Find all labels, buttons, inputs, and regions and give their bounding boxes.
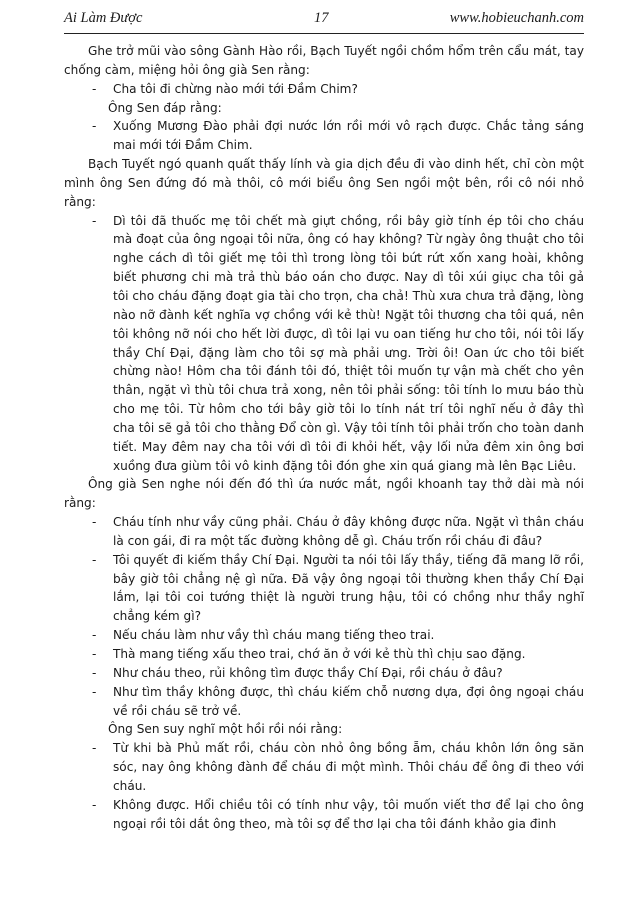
dialogue-text: Từ khi bà Phủ mất rồi, cháu còn nhỏ ông bồng ẵm, cháu khôn lớn ông săn sóc, nay ông không đành để cháu đi một mình. Thôi cháu để ông đi theo với cháu.	[113, 741, 584, 793]
page-header	[64, 10, 584, 32]
dialogue-item	[64, 80, 584, 99]
narrative-paragraph: Ông già Sen nghe nói đến đó thì ứa nước mắt, ngồi khoanh tay thở dài mà nói rằng:	[64, 477, 584, 511]
dialogue-dash: -	[92, 515, 97, 530]
header-website: www.hobieuchanh.com	[449, 10, 584, 26]
dialogue-text: Không được. Hổi chiều tôi có tính như vậy, tôi muốn viết thơ để lại cho ông ngoại rồi tôi dắt ông theo, mà tôi sợ để thơ lại cha tôi đánh khảo gia đinh	[113, 797, 584, 831]
dialogue-item	[64, 117, 584, 155]
header-book-title: Ai Làm Được	[64, 10, 143, 26]
dialogue-item	[64, 212, 584, 476]
header-page-number: 17	[314, 10, 329, 26]
dialogue-text: Xuống Mương Đào phải đợi nước lớn rồi mới vô rạch được. Chắc tảng sáng mai mới tới Đầm Chim.	[113, 119, 584, 153]
dialogue-dash: -	[92, 81, 97, 96]
dialogue-text: Cháu tính như vầy cũng phải. Cháu ở đây không được nữa. Ngặt vì thân cháu là con gái, đi ra một tấc đường không dễ gì. Cháu trốn rồi cháu đi đâu?	[113, 515, 584, 548]
dialogue-dash: -	[92, 552, 97, 567]
dialogue-item	[64, 626, 584, 645]
dialogue-text: Như tìm thầy không được, thì cháu kiếm chỗ nương dựa, đợi ông ngoại cháu về rồi cháu sẽ trở về.	[113, 684, 584, 718]
dialogue-dash: -	[92, 665, 97, 680]
dialogue-dash: -	[92, 213, 97, 228]
dialogue-dash: -	[92, 684, 97, 699]
dialogue-text: Cha tôi đi chừng nào mới tới Đầm Chim?	[113, 81, 358, 96]
dialogue-text: Như cháu theo, rủi không tìm được thầy Chí Đại, rồi cháu ở đâu?	[113, 665, 503, 680]
dialogue-dash: -	[92, 628, 97, 643]
dialogue-item	[64, 645, 584, 664]
dialogue-item	[64, 551, 584, 626]
header-rule	[64, 33, 584, 34]
dialogue-dash: -	[92, 119, 97, 134]
dialogue-item	[64, 796, 584, 834]
dialogue-text: Nếu cháu làm như vầy thì cháu mang tiếng theo trai.	[113, 628, 435, 643]
speaker-line: Ông Sen suy nghĩ một hồi rồi nói rằng:	[108, 722, 343, 737]
dialogue-text: Tôi quyết đi kiếm thầy Chí Đại. Người ta nói tôi lấy thầy, tiếng đã mang lỡ rồi, bây giờ tôi chẳng nệ gì nữa. Đã vậy ông ngoại tôi thường khen thầy Chí Đại lắm, lại tôi coi tướng thiệt là người trung hậu, tôi có chồng như thầy nghĩ chẳng kém gì?	[113, 552, 584, 624]
dialogue-item	[64, 739, 584, 796]
dialogue-item	[64, 664, 584, 683]
dialogue-text: Thà mang tiếng xấu theo trai, chớ ăn ở với kẻ thù thì chịu sao đặng.	[113, 647, 526, 661]
dialogue-dash: -	[92, 797, 97, 812]
dialogue-text: Dì tôi đã thuốc mẹ tôi chết mà giựt chồng, rồi bây giờ tính ép tôi cho cháu mà đoạt của ông ngoại tôi nữa, ông có hay không? Từ ngày ông thuật cho tôi nghe cách dì tôi giết mẹ tôi thì trong lòng tôi bứt rứt xốn xang hoài, không biết phương chi mà trả thù báo oán cho được. Nay dì tôi xúi giục cha tôi gả tôi cho cháu đặng đoạt gia tài cho trọn, cha chả! Thù xưa chưa trả đặng, lòng nào nỡ đành kết nghĩa vợ chồng với kẻ thù! Ngặt tôi thương cha tôi quá, nên tôi không nỡ nói cho hết lời được, dì tôi lại vu oan tiếng hư cho tôi, nói tôi lấy thầy Chí Đại, đặng làm cho tôi sợ mà phải ưng. Trời ôi! Oan ức cho tôi biết chừng nào! Hôm cha tôi đánh tôi đó, thiệt tôi muốn tự vận mà chết cho yên thân, ngặt vì thù tôi chưa trả xong, nên tôi phải sống: tôi tính lo mưu báo thù cho mẹ tôi. Từ hôm cho tới bây giờ tôi lo tính nát trí tôi nghĩ nếu ở đây thì cha tôi sẽ gả tôi cho thằng Đổ còn gì. Vậy tôi tính tôi phải trốn cho toàn danh tiết. May đêm nay cha tôi với dì tôi đi khỏi hết, vậy lối nửa đêm xin ông bơi xuồng đưa giùm tôi vô kinh đặng tôi đón ghe xin quá giang mà lên Bạc Liêu.	[113, 213, 584, 473]
narrative-paragraph: Bạch Tuyết ngó quanh quất thấy lính và gia dịch đều đi vào dinh hết, chỉ còn một mình ông Sen đứng đó mà thôi, cô mới biểu ông Sen ngồi một bên, rồi cô nói nhỏ rằng:	[64, 157, 584, 209]
dialogue-dash: -	[92, 647, 97, 661]
page-body	[64, 42, 584, 833]
speaker-line: Ông Sen đáp rằng:	[108, 100, 222, 115]
dialogue-item	[64, 513, 584, 551]
dialogue-dash: -	[92, 741, 97, 756]
dialogue-item	[64, 683, 584, 721]
narrative-paragraph: Ghe trở mũi vào sông Gành Hào rồi, Bạch Tuyết ngồi chồm hổm trên cẩu mát, tay chống càm, miệng hỏi ông già Sen rằng:	[64, 44, 584, 77]
